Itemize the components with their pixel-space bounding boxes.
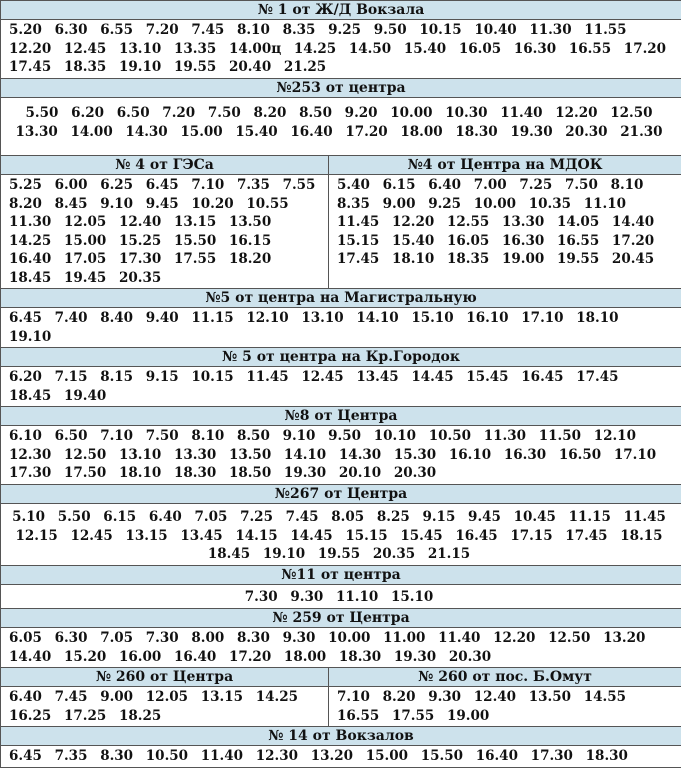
departure-time: 8.25 [377, 508, 410, 527]
departure-time: 11.00 [383, 629, 425, 648]
departure-time: 6.25 [100, 176, 133, 195]
route-4-ges-times [1, 175, 329, 289]
departure-time: 18.35 [64, 58, 106, 77]
departure-time: 11.45 [337, 213, 379, 232]
departure-time: 14.10 [356, 309, 398, 328]
departure-time: 15.10 [411, 309, 453, 328]
route-1-times [1, 20, 681, 79]
departure-time: 17.45 [565, 527, 607, 546]
route-5-krgorodok-times [1, 367, 681, 407]
departure-time: 19.00 [447, 707, 489, 726]
departure-time: 12.15 [15, 527, 57, 546]
departure-time: 17.30 [9, 464, 51, 483]
departure-time: 12.20 [9, 40, 51, 59]
departure-time: 17.55 [174, 250, 216, 269]
departure-time: 9.30 [428, 688, 461, 707]
departure-time: 6.30 [55, 629, 88, 648]
departure-time: 10.15 [191, 368, 233, 387]
departure-time: 12.20 [392, 213, 434, 232]
departure-time: 17.30 [531, 747, 573, 766]
departure-time: 15.20 [64, 648, 106, 667]
departure-time: 16.15 [229, 232, 271, 251]
departure-time: 12.45 [64, 40, 106, 59]
departure-time: 7.20 [162, 104, 195, 123]
departure-time: 15.40 [235, 123, 277, 142]
departure-time: 11.30 [9, 213, 51, 232]
departure-time: 17.25 [64, 707, 106, 726]
departure-time: 19.55 [318, 545, 360, 564]
departure-time: 10.20 [191, 195, 233, 214]
departure-time: 7.45 [286, 508, 319, 527]
departure-time: 6.45 [146, 176, 179, 195]
departure-time: 13.45 [180, 527, 222, 546]
departure-time: 20.45 [612, 250, 654, 269]
departure-time: 12.30 [9, 446, 51, 465]
departure-time: 11.30 [529, 21, 571, 40]
departure-time: 9.15 [422, 508, 455, 527]
departure-time: 10.50 [429, 427, 471, 446]
departure-time: 14.05 [557, 213, 599, 232]
departure-time: 12.50 [64, 446, 106, 465]
departure-time: 16.40 [174, 648, 216, 667]
departure-time: 16.30 [504, 446, 546, 465]
departure-time: 11.10 [336, 588, 378, 607]
departure-time: 8.20 [253, 104, 286, 123]
route-5-magistralnaya-header: №5 от центра на Магистральную [1, 289, 681, 308]
departure-time: 8.10 [191, 427, 224, 446]
departure-time: 15.30 [394, 446, 436, 465]
departure-time: 18.10 [119, 464, 161, 483]
departure-time: 13.15 [201, 688, 243, 707]
departure-time: 15.40 [392, 232, 434, 251]
departure-time: 7.30 [245, 588, 278, 607]
departure-time: 15.50 [421, 747, 463, 766]
route-260-bomut-header: № 260 от пос. Б.Омут [329, 668, 681, 687]
departure-time: 9.20 [345, 104, 378, 123]
route-4-ges-header: № 4 от ГЭСа [1, 156, 329, 175]
route-253-times [1, 98, 681, 156]
departure-time: 16.05 [447, 232, 489, 251]
route-260-bomut-times [329, 687, 681, 727]
departure-time: 7.25 [519, 176, 552, 195]
departure-time: 16.00 [119, 648, 161, 667]
departure-time: 14.25 [256, 688, 298, 707]
departure-time: 8.50 [237, 427, 270, 446]
departure-time: 7.35 [237, 176, 270, 195]
departure-time: 21.30 [620, 123, 662, 142]
departure-time: 12.45 [70, 527, 112, 546]
departure-time: 11.10 [584, 195, 626, 214]
departure-time: 20.10 [339, 464, 381, 483]
departure-time: 15.25 [119, 232, 161, 251]
departure-time: 19.00 [502, 250, 544, 269]
departure-time: 13.50 [529, 688, 571, 707]
departure-time: 6.50 [117, 104, 150, 123]
departure-time: 14.00ц [229, 40, 281, 59]
departure-time: 8.40 [100, 309, 133, 328]
departure-time: 17.20 [624, 40, 666, 59]
departure-time: 6.40 [149, 508, 182, 527]
departure-time: 18.30 [455, 123, 497, 142]
departure-time: 12.40 [474, 688, 516, 707]
departure-time: 17.20 [345, 123, 387, 142]
departure-time: 5.50 [58, 508, 91, 527]
departure-time: 10.30 [445, 104, 487, 123]
departure-time: 13.50 [229, 446, 271, 465]
departure-time: 14.55 [584, 688, 626, 707]
departure-time: 6.00 [55, 176, 88, 195]
departure-time: 18.10 [576, 309, 618, 328]
departure-time: 19.45 [64, 269, 106, 288]
departure-time: 17.10 [614, 446, 656, 465]
departure-time: 7.05 [194, 508, 227, 527]
departure-time: 14.50 [349, 40, 391, 59]
departure-time: 13.30 [502, 213, 544, 232]
departure-time: 8.10 [237, 21, 270, 40]
departure-time: 20.40 [229, 58, 271, 77]
departure-time: 14.45 [411, 368, 453, 387]
departure-time: 18.15 [620, 527, 662, 546]
departure-time: 19.30 [510, 123, 552, 142]
departure-time: 7.50 [208, 104, 241, 123]
departure-time: 10.35 [529, 195, 571, 214]
departure-time: 19.30 [394, 648, 436, 667]
departure-time: 15.45 [466, 368, 508, 387]
route-11-header: №11 от центра [1, 566, 681, 585]
departure-time: 5.25 [9, 176, 42, 195]
departure-time: 17.45 [576, 368, 618, 387]
departure-time: 17.10 [521, 309, 563, 328]
departure-time: 8.10 [611, 176, 644, 195]
departure-time: 13.15 [125, 527, 167, 546]
departure-time: 6.50 [55, 427, 88, 446]
departure-time: 19.55 [174, 58, 216, 77]
departure-time: 16.50 [559, 446, 601, 465]
route-259-times [1, 628, 681, 668]
departure-time: 18.30 [586, 747, 628, 766]
departure-time: 17.15 [510, 527, 552, 546]
departure-time: 9.45 [468, 508, 501, 527]
departure-time: 18.50 [229, 464, 271, 483]
departure-time: 18.45 [208, 545, 250, 564]
departure-time: 13.45 [356, 368, 398, 387]
departure-time: 11.40 [500, 104, 542, 123]
departure-time: 16.10 [449, 446, 491, 465]
departure-time: 18.35 [447, 250, 489, 269]
departure-time: 7.45 [191, 21, 224, 40]
departure-time: 9.10 [100, 195, 133, 214]
departure-time: 20.35 [119, 269, 161, 288]
departure-time: 11.40 [201, 747, 243, 766]
departure-time: 12.10 [246, 309, 288, 328]
route-1-header: № 1 от Ж/Д Вокзала [1, 1, 681, 20]
departure-time: 14.25 [294, 40, 336, 59]
departure-time: 18.25 [119, 707, 161, 726]
departure-time: 7.10 [100, 427, 133, 446]
departure-time: 10.50 [146, 747, 188, 766]
departure-time: 12.05 [146, 688, 188, 707]
departure-time: 13.20 [311, 747, 353, 766]
departure-time: 16.40 [290, 123, 332, 142]
departure-time: 15.00 [366, 747, 408, 766]
departure-time: 20.30 [565, 123, 607, 142]
departure-time: 15.15 [337, 232, 379, 251]
departure-time: 12.50 [548, 629, 590, 648]
departure-time: 19.10 [9, 328, 51, 347]
departure-time: 8.35 [337, 195, 370, 214]
departure-time: 12.05 [64, 213, 106, 232]
departure-time: 9.25 [328, 21, 361, 40]
departure-time: 6.10 [9, 427, 42, 446]
departure-time: 16.55 [569, 40, 611, 59]
departure-time: 19.30 [284, 464, 326, 483]
departure-time: 7.55 [283, 176, 316, 195]
route-259-header: № 259 от Центра [1, 609, 681, 628]
departure-time: 18.30 [339, 648, 381, 667]
departure-time: 6.05 [9, 629, 42, 648]
departure-time: 16.30 [514, 40, 556, 59]
departure-time: 9.00 [100, 688, 133, 707]
route-260-center-times [1, 687, 329, 727]
departure-time: 14.40 [612, 213, 654, 232]
departure-time: 11.45 [624, 508, 666, 527]
departure-time: 10.45 [514, 508, 556, 527]
departure-time: 8.45 [55, 195, 88, 214]
departure-time: 7.00 [474, 176, 507, 195]
departure-time: 16.55 [337, 707, 379, 726]
route-8-times [1, 426, 681, 485]
departure-time: 9.25 [428, 195, 461, 214]
departure-time: 13.10 [301, 309, 343, 328]
departure-time: 13.20 [603, 629, 645, 648]
departure-time: 15.45 [400, 527, 442, 546]
departure-time: 10.10 [374, 427, 416, 446]
departure-time: 7.10 [191, 176, 224, 195]
departure-time: 6.15 [383, 176, 416, 195]
departure-time: 13.30 [15, 123, 57, 142]
departure-time: 15.50 [174, 232, 216, 251]
departure-time: 20.35 [373, 545, 415, 564]
departure-time: 6.30 [55, 21, 88, 40]
departure-time: 16.55 [557, 232, 599, 251]
route-14-times [1, 746, 681, 768]
departure-time: 6.40 [428, 176, 461, 195]
departure-time: 8.05 [331, 508, 364, 527]
departure-time: 9.30 [283, 629, 316, 648]
departure-time: 10.15 [419, 21, 461, 40]
departure-time: 6.45 [9, 747, 42, 766]
departure-time: 8.00 [191, 629, 224, 648]
departure-time: 10.40 [474, 21, 516, 40]
route-260-center-header: № 260 от Центра [1, 668, 329, 687]
departure-time: 6.20 [9, 368, 42, 387]
departure-time: 10.00 [328, 629, 370, 648]
departure-time: 6.40 [9, 688, 42, 707]
departure-time: 16.40 [476, 747, 518, 766]
departure-time: 12.20 [555, 104, 597, 123]
departure-time: 7.50 [146, 427, 179, 446]
departure-time: 15.40 [404, 40, 446, 59]
departure-time: 9.30 [290, 588, 323, 607]
departure-time: 9.15 [146, 368, 179, 387]
departure-time: 17.30 [119, 250, 161, 269]
departure-time: 10.00 [474, 195, 516, 214]
departure-time: 11.40 [438, 629, 480, 648]
route-5-krgorodok-header: № 5 от центра на Кр.Городок [1, 348, 681, 367]
departure-time: 10.00 [390, 104, 432, 123]
departure-time: 18.45 [9, 387, 51, 406]
departure-time: 5.40 [337, 176, 370, 195]
departure-time: 19.10 [119, 58, 161, 77]
departure-time: 14.10 [284, 446, 326, 465]
departure-time: 16.30 [502, 232, 544, 251]
departure-time: 8.30 [237, 629, 270, 648]
route-5-magistralnaya-times [1, 308, 681, 348]
route-4-mdok-times [329, 175, 681, 289]
departure-time: 14.00 [70, 123, 112, 142]
departure-time: 13.15 [174, 213, 216, 232]
departure-time: 7.40 [55, 309, 88, 328]
departure-time: 19.40 [64, 387, 106, 406]
departure-time: 15.00 [64, 232, 106, 251]
departure-time: 7.15 [55, 368, 88, 387]
departure-time: 9.40 [146, 309, 179, 328]
departure-time: 8.35 [283, 21, 316, 40]
departure-time: 11.45 [246, 368, 288, 387]
route-267-header: №267 от Центра [1, 485, 681, 504]
departure-time: 5.50 [26, 104, 59, 123]
departure-time: 9.50 [374, 21, 407, 40]
departure-time: 7.45 [55, 688, 88, 707]
route-8-header: №8 от Центра [1, 407, 681, 426]
departure-time: 19.55 [557, 250, 599, 269]
departure-time: 17.20 [229, 648, 271, 667]
departure-time: 14.25 [9, 232, 51, 251]
departure-time: 11.15 [569, 508, 611, 527]
departure-time: 11.30 [484, 427, 526, 446]
departure-time: 11.15 [191, 309, 233, 328]
departure-time: 8.30 [100, 747, 133, 766]
departure-time: 11.55 [584, 21, 626, 40]
departure-time: 6.55 [100, 21, 133, 40]
departure-time: 12.55 [447, 213, 489, 232]
departure-time: 9.10 [283, 427, 316, 446]
departure-time: 9.50 [328, 427, 361, 446]
departure-time: 20.30 [394, 464, 436, 483]
departure-time: 5.20 [9, 21, 42, 40]
departure-time: 12.50 [610, 104, 652, 123]
departure-time: 12.40 [119, 213, 161, 232]
departure-time: 7.20 [146, 21, 179, 40]
departure-time: 18.00 [400, 123, 442, 142]
departure-time: 7.50 [565, 176, 598, 195]
departure-time: 16.25 [9, 707, 51, 726]
departure-time: 7.25 [240, 508, 273, 527]
departure-time: 12.30 [256, 747, 298, 766]
departure-time: 17.50 [64, 464, 106, 483]
departure-time: 18.10 [392, 250, 434, 269]
departure-time: 18.30 [174, 464, 216, 483]
departure-time: 7.05 [100, 629, 133, 648]
departure-time: 20.30 [449, 648, 491, 667]
departure-time: 13.10 [119, 446, 161, 465]
route-11-times [1, 585, 681, 609]
departure-time: 12.45 [301, 368, 343, 387]
departure-time: 17.20 [612, 232, 654, 251]
departure-time: 14.30 [339, 446, 381, 465]
departure-time: 9.00 [383, 195, 416, 214]
departure-time: 18.20 [229, 250, 271, 269]
departure-time: 17.45 [9, 58, 51, 77]
departure-time: 17.45 [337, 250, 379, 269]
departure-time: 6.20 [71, 104, 104, 123]
departure-time: 15.00 [180, 123, 222, 142]
route-253-header: №253 от центра [1, 79, 681, 98]
departure-time: 16.40 [9, 250, 51, 269]
departure-time: 15.15 [345, 527, 387, 546]
departure-time: 16.45 [521, 368, 563, 387]
departure-time: 8.20 [383, 688, 416, 707]
departure-time: 12.10 [594, 427, 636, 446]
departure-time: 6.15 [103, 508, 136, 527]
departure-time: 14.45 [290, 527, 332, 546]
departure-time: 11.50 [539, 427, 581, 446]
departure-time: 13.50 [229, 213, 271, 232]
departure-time: 21.15 [428, 545, 470, 564]
departure-time: 5.10 [12, 508, 45, 527]
departure-time: 17.05 [64, 250, 106, 269]
departure-time: 14.30 [125, 123, 167, 142]
departure-time: 13.35 [174, 40, 216, 59]
departure-time: 13.30 [174, 446, 216, 465]
departure-time: 8.15 [100, 368, 133, 387]
departure-time: 19.10 [263, 545, 305, 564]
departure-time: 18.45 [9, 269, 51, 288]
departure-time: 17.55 [392, 707, 434, 726]
departure-time: 7.30 [146, 629, 179, 648]
departure-time: 16.05 [459, 40, 501, 59]
departure-time: 15.10 [391, 588, 433, 607]
route-4-mdok-header: №4 от Центра на МДОК [329, 156, 681, 175]
departure-time: 16.10 [466, 309, 508, 328]
departure-time: 12.20 [493, 629, 535, 648]
departure-time: 8.20 [9, 195, 42, 214]
departure-time: 16.45 [455, 527, 497, 546]
route-14-header: № 14 от Вокзалов [1, 727, 681, 746]
departure-time: 13.10 [119, 40, 161, 59]
departure-time: 8.50 [299, 104, 332, 123]
departure-time: 18.00 [284, 648, 326, 667]
route-267-times [1, 504, 681, 566]
departure-time: 6.45 [9, 309, 42, 328]
departure-time: 14.15 [235, 527, 277, 546]
departure-time: 7.10 [337, 688, 370, 707]
departure-time: 10.55 [246, 195, 288, 214]
departure-time: 14.40 [9, 648, 51, 667]
departure-time: 9.45 [146, 195, 179, 214]
departure-time: 21.25 [284, 58, 326, 77]
departure-time: 7.35 [55, 747, 88, 766]
